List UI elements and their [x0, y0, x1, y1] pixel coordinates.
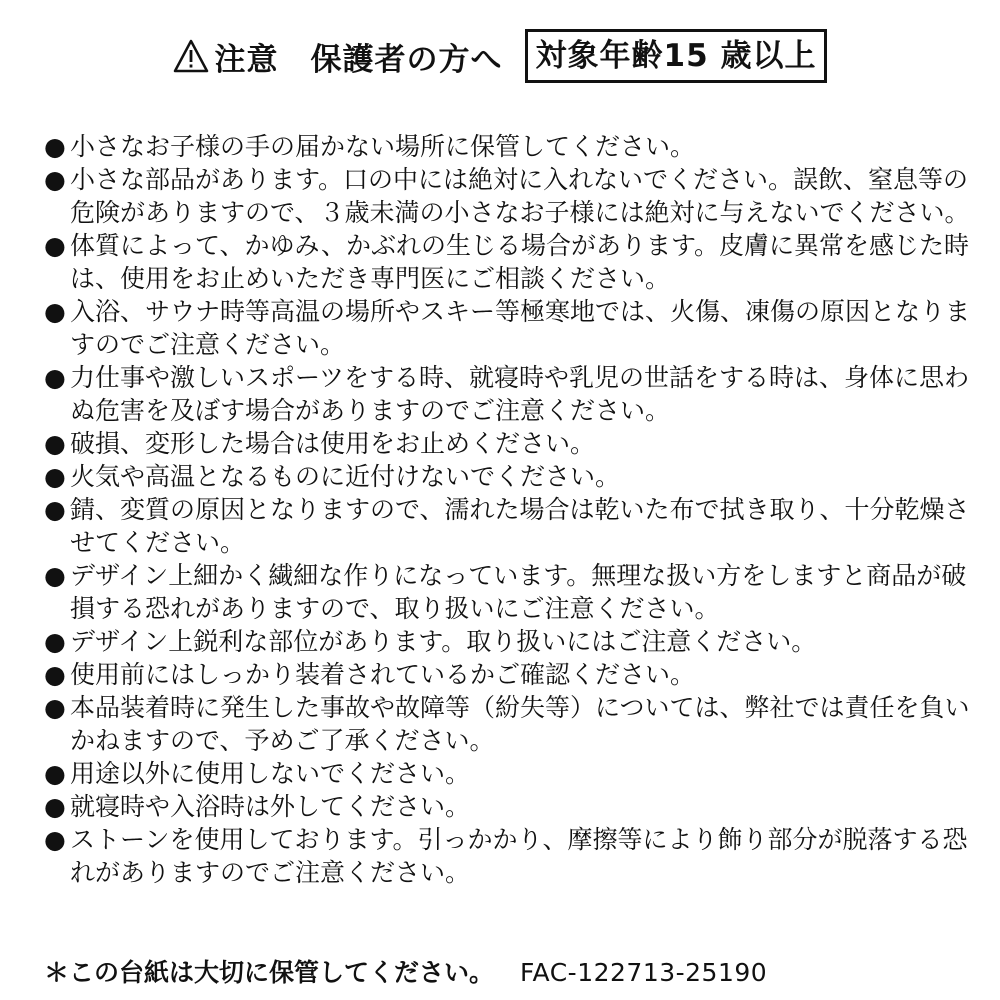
caution-item-text: 力仕事や激しいスポーツをする時、就寝時や乳児の世話をする時は、身体に思わぬ危害を及ぼす場合がありますのでご注意ください。	[70, 363, 970, 425]
caution-item-text: 就寝時や入浴時は外してください。	[70, 792, 471, 821]
footer-note: ＊この台紙は大切に保管してください。	[44, 958, 495, 987]
age-restriction-box: 対象年齢15 歳以上	[525, 29, 828, 83]
bullet-icon: ●	[44, 825, 66, 854]
bullet-icon: ●	[44, 759, 66, 788]
caution-item	[44, 130, 974, 163]
bullet-icon: ●	[44, 627, 66, 656]
footer	[44, 953, 974, 993]
caution-item	[44, 658, 974, 691]
bullet-icon: ●	[44, 297, 66, 326]
caution-item	[44, 229, 974, 295]
caution-item	[44, 823, 974, 889]
bullet-icon: ●	[44, 792, 66, 821]
caution-item	[44, 625, 974, 658]
caution-item	[44, 163, 974, 229]
bullet-icon: ●	[44, 231, 66, 260]
caution-item-text: ストーンを使用しております。引っかかり、摩擦等により飾り部分が脱落する恐れがありますのでご注意ください。	[70, 825, 968, 887]
caution-item-text: 用途以外に使用しないでください。	[70, 759, 471, 788]
caution-item-text: デザイン上細かく繊細な作りになっています。無理な扱い方をしますと商品が破損する恐れがありますので、取り扱いにご注意ください。	[70, 561, 967, 623]
bullet-icon: ●	[44, 165, 66, 194]
bullet-icon: ●	[44, 429, 66, 458]
bullet-icon: ●	[44, 693, 66, 722]
bullet-icon: ●	[44, 132, 66, 161]
caution-list	[44, 130, 974, 889]
caution-item	[44, 691, 974, 757]
caution-item-text: 使用前にはしっかり装着されているかご確認ください。	[70, 660, 696, 689]
product-code: FAC-122713-25190	[519, 958, 768, 987]
caution-item	[44, 427, 974, 460]
caution-item	[44, 295, 974, 361]
warning-header	[0, 28, 1000, 84]
caution-item-text: 体質によって、かゆみ、かぶれの生じる場合があります。皮膚に異常を感じた時は、使用をお止めいただき専門医にご相談ください。	[70, 231, 970, 293]
caution-item-text: 錆、変質の原因となりますので、濡れた場合は乾いた布で拭き取り、十分乾燥させてください。	[70, 495, 970, 557]
warning-triangle-icon	[173, 39, 209, 73]
bullet-icon: ●	[44, 660, 66, 689]
caution-item-text: 入浴、サウナ時等高温の場所やスキー等極寒地では、火傷、凍傷の原因となりますのでご注意ください。	[70, 297, 971, 359]
caution-item	[44, 559, 974, 625]
bullet-icon: ●	[44, 363, 66, 392]
caution-item	[44, 790, 974, 823]
caution-item	[44, 460, 974, 493]
caution-item-text: 火気や高温となるものに近付けないでください。	[70, 462, 621, 491]
caution-item	[44, 493, 974, 559]
caution-item	[44, 757, 974, 790]
header-title-guardians: 保護者の方へ	[310, 41, 503, 78]
caution-item-text: デザイン上鋭利な部位があります。取り扱いにはご注意ください。	[70, 627, 817, 656]
bullet-icon: ●	[44, 561, 66, 590]
caution-item	[44, 361, 974, 427]
caution-item-text: 破損、変形した場合は使用をお止めください。	[70, 429, 596, 458]
bullet-icon: ●	[44, 495, 66, 524]
caution-item-text: 本品装着時に発生した事故や故障等（紛失等）については、弊社では責任を負いかねますので、予めご了承ください。	[70, 693, 970, 755]
bullet-icon: ●	[44, 462, 66, 491]
header-title-caution: 注意	[214, 41, 279, 78]
caution-item-text: 小さな部品があります。口の中には絶対に入れないでください。誤飲、窒息等の危険がありますので、３歳未満の小さなお子様には絶対に与えないでください。	[70, 165, 970, 227]
caution-item-text: 小さなお子様の手の届かない場所に保管してください。	[70, 132, 696, 161]
